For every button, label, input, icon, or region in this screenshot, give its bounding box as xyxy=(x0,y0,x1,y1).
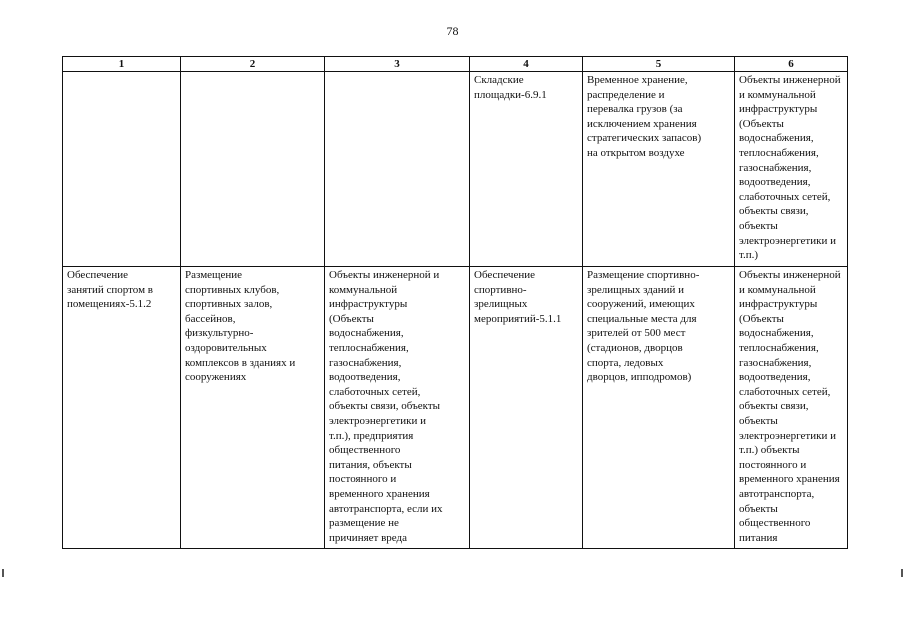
table-cell: Объекты инженерной и коммунальной инфраструктуры (Объекты водоснабжения, теплоснабжения, газоснабжения, водоотведения, слаботочных сетей, объекты связи, объекты электроэнергетики и т.п.), предприятия общественного питания, объекты постоянного и временного хранения автотранспорта, если их размещение не причиняет вреда xyxy=(325,267,470,549)
scan-edge-mark xyxy=(901,569,903,577)
table-cell xyxy=(181,72,325,267)
table-cell: Обеспечение занятий спортом в помещениях-5.1.2 xyxy=(63,267,181,549)
table-cell: Объекты инженерной и коммунальной инфраструктуры (Объекты водоснабжения, теплоснабжения, газоснабжения, водоотведения, слаботочных сетей, объекты связи, объекты электроэнергетики и т.п.) объекты постоянного и временного хранения автотранспорта, объекты общественного питания xyxy=(735,267,848,549)
column-header: 4 xyxy=(470,57,583,72)
column-header: 2 xyxy=(181,57,325,72)
table-cell: Складские площадки-6.9.1 xyxy=(470,72,583,267)
page-number: 78 xyxy=(446,24,459,38)
table-cell: Объекты инженерной и коммунальной инфраструктуры (Объекты водоснабжения, теплоснабжения, газоснабжения, водоотведения, слаботочных сетей, объекты связи, объекты электроэнергетики и т.п.) xyxy=(735,72,848,267)
column-header: 6 xyxy=(735,57,848,72)
column-header: 1 xyxy=(63,57,181,72)
table-row xyxy=(63,267,848,549)
table-cell xyxy=(63,72,181,267)
table-cell: Временное хранение, распределение и перевалка грузов (за исключением хранения стратегических запасов) на открытом воздухе xyxy=(583,72,735,267)
table-cell: Обеспечение спортивно- зрелищных мероприятий-5.1.1 xyxy=(470,267,583,549)
table-cell xyxy=(325,72,470,267)
column-header: 5 xyxy=(583,57,735,72)
table-header-row xyxy=(63,57,848,72)
table-row xyxy=(63,72,848,267)
table-cell: Размещение спортивных клубов, спортивных залов, бассейнов, физкультурно- оздоровительных комплексов в зданиях и сооружениях xyxy=(181,267,325,549)
regulations-table xyxy=(62,56,848,549)
scan-edge-mark xyxy=(2,569,4,577)
table-cell: Размещение спортивно- зрелищных зданий и сооружений, имеющих специальные места для зрителей от 500 мест (стадионов, дворцов спорта, ледовых дворцов, ипподромов) xyxy=(583,267,735,549)
column-header: 3 xyxy=(325,57,470,72)
